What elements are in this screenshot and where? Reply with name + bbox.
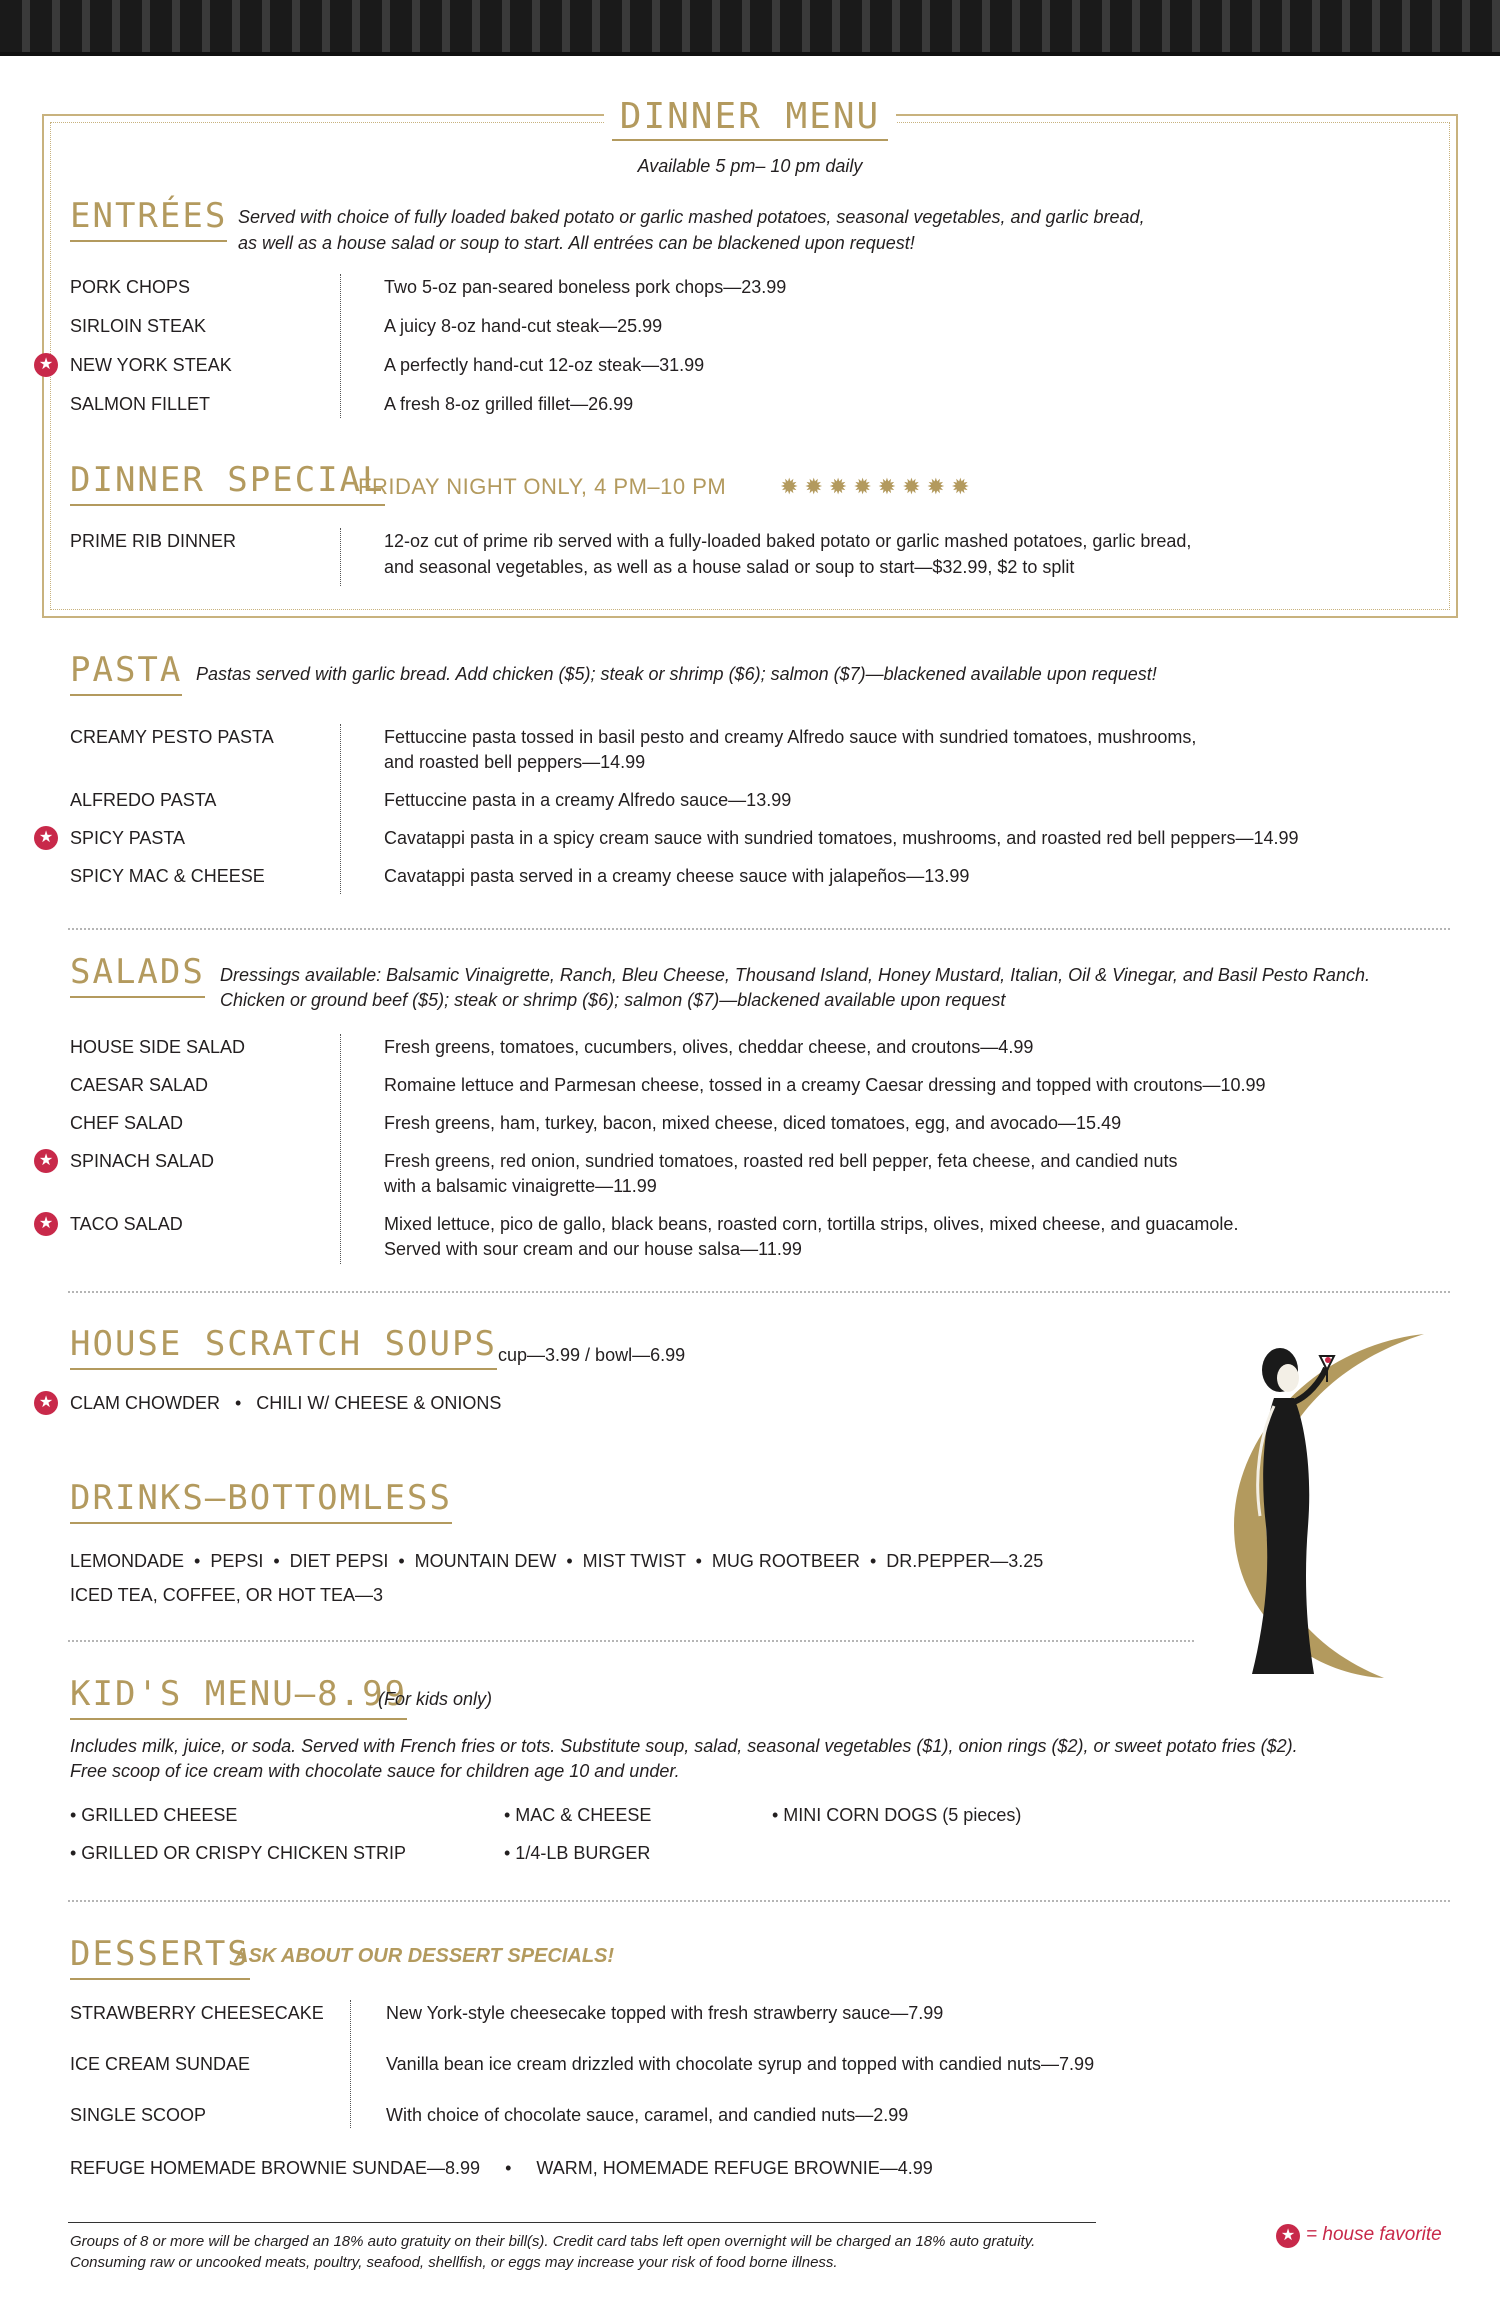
section-divider <box>68 1900 1450 1902</box>
entree-desc: Two 5-oz pan-seared boneless pork chops—23.99 <box>384 277 787 297</box>
salad-name: TACO SALAD <box>70 1214 183 1234</box>
sunburst-row <box>780 474 970 500</box>
kids-item: • MINI CORN DOGS (5 pieces) <box>772 1805 1022 1825</box>
salad-name: SPINACH SALAD <box>70 1151 215 1171</box>
star-icon: ★ <box>34 1149 58 1173</box>
soups-price: cup—3.99 / bowl—6.99 <box>498 1345 686 1365</box>
entree-desc: A perfectly hand-cut 12-oz steak—31.99 <box>384 355 705 375</box>
footer-rule <box>68 2222 1096 2223</box>
entree-desc: A juicy 8-oz hand-cut steak—25.99 <box>384 316 663 336</box>
section-divider <box>68 928 1450 930</box>
special-item-name: PRIME RIB DINNER <box>70 531 237 551</box>
dessert-desc: With choice of chocolate sauce, caramel, and candied nuts—2.99 <box>386 2105 909 2125</box>
page-title: DINNER MENU <box>612 96 888 141</box>
special-desc-line-2: and seasonal vegetables, as well as a house salad or soup to start—$32.99, $2 to split <box>384 557 1075 577</box>
salad-desc: with a balsamic vinaigrette—11.99 <box>384 1176 657 1196</box>
top-stripe-band <box>0 0 1500 52</box>
salad-name: HOUSE SIDE SALAD <box>70 1037 246 1057</box>
salads-description-line-2: Chicken or ground beef ($5); steak or shrimp ($6); salmon ($7)—blackened available upon request <box>220 990 1006 1010</box>
kids-item: • GRILLED CHEESE <box>70 1805 238 1825</box>
star-icon: ★ <box>1276 2224 1300 2248</box>
kids-heading: KID'S MENU—8.99 <box>70 1674 407 1720</box>
dessert-desc: Vanilla bean ice cream drizzled with chocolate syrup and topped with candied nuts—7.99 <box>386 2054 1095 2074</box>
footer-line-1: Groups of 8 or more will be charged an 18% auto gratuity on their bill(s). Credit card tabs left open overnight will be charged an 18% auto gratuity. <box>70 2233 1036 2250</box>
entrees-description-line-1: Served with choice of fully loaded baked potato or garlic mashed potatoes, seasonal vegetables, and garlic bread, <box>238 207 1145 227</box>
section-divider <box>68 1291 1450 1293</box>
dessert-desc: New York-style cheesecake topped with fresh strawberry sauce—7.99 <box>386 2003 944 2023</box>
entree-desc: A fresh 8-oz grilled fillet—26.99 <box>384 394 634 414</box>
pasta-heading: PASTA <box>70 650 182 696</box>
desserts-subtitle: ASK ABOUT OUR DESSERT SPECIALS! <box>234 1945 615 1967</box>
entree-name: PORK CHOPS <box>70 277 191 297</box>
salad-desc: Mixed lettuce, pico de gallo, black beans, roasted corn, tortilla strips, olives, mixed cheese, and guacamole. <box>384 1214 1239 1234</box>
sunburst-icon: ✹ <box>877 474 897 499</box>
sunburst-icon: ✹ <box>804 474 823 499</box>
sunburst-icon: ✹ <box>780 474 799 499</box>
star-icon: ★ <box>34 1391 58 1415</box>
dinner-special-heading: DINNER SPECIAL <box>70 460 385 506</box>
footer-line-2: Consuming raw or uncooked meats, poultry, seafood, shellfish, or eggs may increase your risk of food borne illness. <box>70 2254 838 2271</box>
top-stripe-edge <box>0 52 1500 56</box>
availability-text: Available 5 pm– 10 pm daily <box>637 156 863 176</box>
dessert-name: STRAWBERRY CHEESECAKE <box>70 2003 324 2023</box>
salads-description-line-1: Dressings available: Balsamic Vinaigrette, Ranch, Bleu Cheese, Thousand Island, Honey Mustard, Italian, Oil & Vinegar, and Basil Pesto Ranch. <box>220 965 1370 985</box>
special-desc-line-1: 12-oz cut of prime rib served with a fully-loaded baked potato or garlic mashed potatoes, garlic bread, <box>384 531 1192 551</box>
house-favorite-legend: = house favorite <box>1306 2224 1442 2245</box>
entree-name: SALMON FILLET <box>70 394 211 414</box>
entree-name: SIRLOIN STEAK <box>70 316 207 336</box>
kids-description-line-1: Includes milk, juice, or soda. Served with French fries or tots. Substitute soup, salad, seasonal vegetables ($1), onion rings ($2), or sweet potato fries ($2). <box>70 1736 1298 1756</box>
special-separator <box>340 528 341 586</box>
drinks-line-1: LEMONDADE • PEPSI • DIET PEPSI • MOUNTAIN DEW • MIST TWIST • MUG ROOTBEER • DR.PEPPER—3.25 <box>70 1551 1044 1571</box>
sunburst-icon: ✹ <box>951 474 970 499</box>
salad-desc: Fresh greens, red onion, sundried tomatoes, roasted red bell pepper, feta cheese, and candied nuts <box>384 1151 1178 1171</box>
pasta-name: SPICY MAC & CHEESE <box>70 866 265 886</box>
pasta-name: SPICY PASTA <box>70 828 186 848</box>
desserts-heading: DESSERTS <box>70 1934 250 1980</box>
salad-name: CHEF SALAD <box>70 1113 184 1133</box>
sunburst-icon: ✹ <box>902 474 921 499</box>
salads-heading: SALADS <box>70 952 205 998</box>
kids-item: • GRILLED OR CRISPY CHICKEN STRIP <box>70 1843 407 1863</box>
kids-item: • MAC & CHEESE <box>504 1805 652 1825</box>
entrees-description-line-2: as well as a house salad or soup to start. All entrées can be blackened upon request! <box>238 233 915 253</box>
pasta-name: ALFREDO PASTA <box>70 790 217 810</box>
pasta-name: CREAMY PESTO PASTA <box>70 727 274 747</box>
salad-desc: Served with sour cream and our house salsa—11.99 <box>384 1239 802 1259</box>
kids-note: (For kids only) <box>378 1689 493 1709</box>
sunburst-icon: ✹ <box>828 474 848 499</box>
pasta-separator <box>340 724 341 894</box>
desserts-bottom-line: REFUGE HOMEMADE BROWNIE SUNDAE—8.99 • WARM, HOMEMADE REFUGE BROWNIE—4.99 <box>70 2158 933 2178</box>
kids-description-line-2: Free scoop of ice cream with chocolate sauce for children age 10 and under. <box>70 1761 680 1781</box>
pasta-desc: Cavatappi pasta in a spicy cream sauce with sundried tomatoes, mushrooms, and roasted red bell peppers—14.99 <box>384 828 1299 848</box>
salad-name: CAESAR SALAD <box>70 1075 209 1095</box>
entree-name: NEW YORK STEAK <box>70 355 232 375</box>
entrees-heading: ENTRÉES <box>70 196 227 242</box>
sunburst-icon: ✹ <box>926 474 946 499</box>
sunburst-icon: ✹ <box>853 474 872 499</box>
salad-desc: Fresh greens, tomatoes, cucumbers, olives, cheddar cheese, and croutons—4.99 <box>384 1037 1034 1057</box>
dinner-special-subtitle: FRIDAY NIGHT ONLY, 4 PM–10 PM <box>358 474 727 499</box>
dessert-name: SINGLE SCOOP <box>70 2105 207 2125</box>
moon-lady-illustration <box>1194 1326 1438 1686</box>
star-icon: ★ <box>34 826 58 850</box>
entrees-separator <box>340 274 341 418</box>
salads-separator <box>340 1034 341 1264</box>
desserts-separator <box>350 2000 351 2128</box>
soups-heading: HOUSE SCRATCH SOUPS <box>70 1324 497 1370</box>
pasta-desc: Cavatappi pasta served in a creamy cheese sauce with jalapeños—13.99 <box>384 866 970 886</box>
star-icon: ★ <box>34 1212 58 1236</box>
drinks-heading: DRINKS—BOTTOMLESS <box>70 1478 452 1524</box>
pasta-desc: Fettuccine pasta tossed in basil pesto and creamy Alfredo sauce with sundried tomatoes, mushrooms, <box>384 727 1197 747</box>
pasta-description: Pastas served with garlic bread. Add chicken ($5); steak or shrimp ($6); salmon ($7)—blackened available upon request! <box>196 664 1157 684</box>
pasta-desc: and roasted bell peppers—14.99 <box>384 752 646 772</box>
section-divider <box>68 1640 1194 1642</box>
pasta-desc: Fettuccine pasta in a creamy Alfredo sauce—13.99 <box>384 790 792 810</box>
dessert-name: ICE CREAM SUNDAE <box>70 2054 251 2074</box>
salad-desc: Romaine lettuce and Parmesan cheese, tossed in a creamy Caesar dressing and topped with croutons—10.99 <box>384 1075 1266 1095</box>
salad-desc: Fresh greens, ham, turkey, bacon, mixed cheese, diced tomatoes, egg, and avocado—15.49 <box>384 1113 1122 1133</box>
kids-item: • 1/4-LB BURGER <box>504 1843 651 1863</box>
drinks-line-2: ICED TEA, COFFEE, OR HOT TEA—3 <box>70 1585 384 1605</box>
soups-items: CLAM CHOWDER • CHILI W/ CHEESE & ONIONS <box>70 1393 502 1413</box>
star-icon: ★ <box>34 353 58 377</box>
